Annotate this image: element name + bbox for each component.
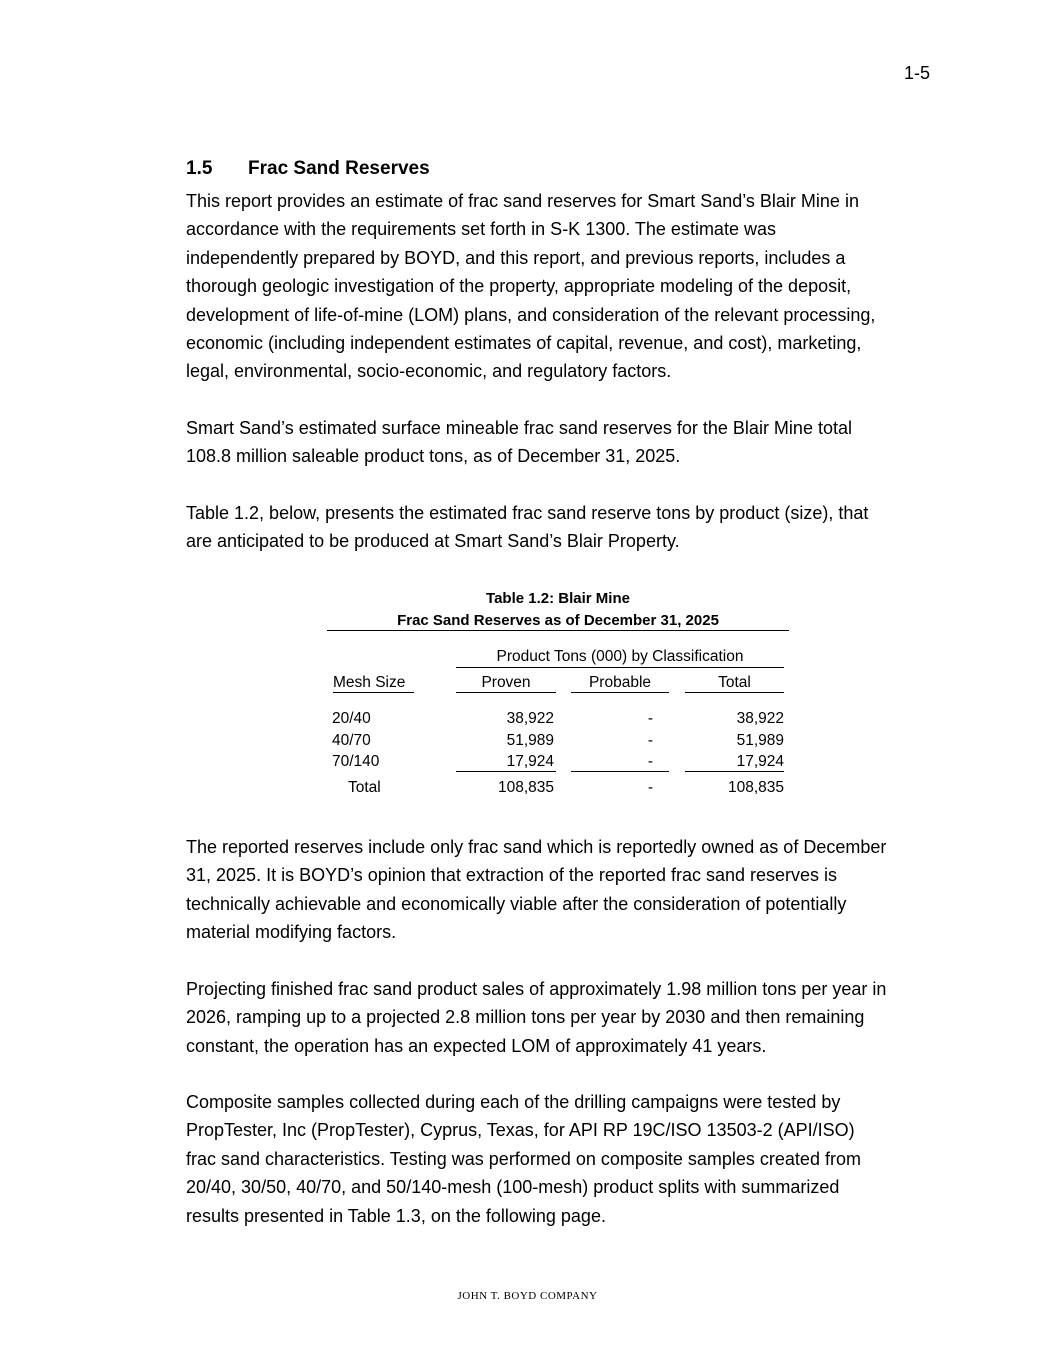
cell-mesh: 20/40 xyxy=(332,710,371,727)
cell-total-label: Total xyxy=(348,779,381,796)
cell-proven: 38,922 xyxy=(506,710,554,727)
cell-probable: - xyxy=(647,779,653,796)
section-number: 1.5 xyxy=(186,158,213,179)
table-title-rule xyxy=(327,630,789,631)
cell-probable: - xyxy=(647,732,653,749)
paragraph-line: Smart Sand’s estimated surface mineable frac sand reserves for the Blair Mine total xyxy=(186,418,852,438)
group-header-rule xyxy=(456,667,784,668)
cell-mesh: 40/70 xyxy=(332,732,371,749)
paragraph-line: are anticipated to be produced at Smart Sand’s Blair Property. xyxy=(186,531,680,552)
paragraph-line: accordance with the requirements set forth in S-K 1300. The estimate was xyxy=(186,219,776,240)
paragraph-line: independently prepared by BOYD, and this report, and previous reports, includes a xyxy=(186,247,846,268)
paragraph-line: 108.8 million saleable product tons, as of December 31, 2025. xyxy=(186,446,681,467)
paragraph-line: constant, the operation has an expected LOM of approximately 41 years. xyxy=(186,1035,767,1056)
paragraph-line: The reported reserves include only frac sand which is reportedly owned as of December xyxy=(186,837,887,857)
col-rule-total xyxy=(685,692,784,693)
cell-probable: - xyxy=(647,753,653,770)
paragraph-line: 2026, ramping up to a projected 2.8 million tons per year by 2030 and then remaining xyxy=(186,1007,865,1028)
paragraph-line: development of life-of-mine (LOM) plans, and consideration of the relevant processing, xyxy=(186,304,876,325)
cell-total: 38,922 xyxy=(736,710,784,727)
col-rule-probable xyxy=(571,692,669,693)
table-title: Table 1.2: Blair Mine xyxy=(486,590,630,607)
paragraph-line: frac sand characteristics. Testing was performed on composite samples created from xyxy=(186,1148,861,1169)
paragraph-ownership xyxy=(186,833,931,947)
cell-proven: 108,835 xyxy=(497,779,554,796)
paragraph-line: Composite samples collected during each of the drilling campaigns were tested by xyxy=(186,1092,841,1112)
cell-proven: 17,924 xyxy=(506,753,554,770)
col-header-mesh-size: Mesh Size xyxy=(333,674,406,691)
paragraph-table-intro xyxy=(186,499,931,556)
subtotal-rule-proven xyxy=(456,771,556,772)
paragraph-lom xyxy=(186,975,931,1060)
paragraph-line: technically achievable and economically viable after the consideration of potentially xyxy=(186,893,847,914)
cell-probable: - xyxy=(647,710,653,727)
paragraph-line: Table 1.2, below, presents the estimated frac sand reserve tons by product (size), that xyxy=(186,503,869,523)
table-group-header: Product Tons (000) by Classification xyxy=(496,648,744,665)
subtotal-rule-probable xyxy=(571,771,669,772)
page-number: 1-5 xyxy=(904,63,931,83)
paragraph-line: This report provides an estimate of frac sand reserves for Smart Sand’s Blair Mine in xyxy=(186,191,859,211)
paragraph-line: 20/40, 30/50, 40/70, and 50/140-mesh (100-mesh) product splits with summarized xyxy=(186,1177,840,1198)
paragraph-line: legal, environmental, socio-economic, and regulatory factors. xyxy=(186,361,672,382)
subtotal-rule-total xyxy=(685,771,784,772)
cell-mesh: 70/140 xyxy=(332,753,380,770)
table-subtitle: Frac Sand Reserves as of December 31, 2025 xyxy=(397,612,719,629)
paragraph-line: Projecting finished frac sand product sales of approximately 1.98 million tons per year in xyxy=(186,979,887,999)
cell-total: 51,989 xyxy=(736,732,784,749)
cell-proven: 51,989 xyxy=(506,732,554,749)
col-header-total: Total xyxy=(718,674,751,691)
section-heading xyxy=(186,158,430,180)
col-rule-mesh xyxy=(333,692,414,693)
col-header-proven: Proven xyxy=(481,674,531,691)
paragraph-reserves-total xyxy=(186,414,931,471)
section-title: Frac Sand Reserves xyxy=(248,158,430,179)
paragraph-line: economic (including independent estimates of capital, revenue, and cost), marketing, xyxy=(186,333,862,354)
paragraph-intro xyxy=(186,187,931,386)
paragraph-line: 31, 2025. It is BOYD’s opinion that extraction of the reported frac sand reserves is xyxy=(186,865,838,886)
paragraph-line: thorough geologic investigation of the property, appropriate modeling of the deposit, xyxy=(186,276,852,297)
paragraph-testing xyxy=(186,1088,931,1230)
paragraph-line: PropTester, Inc (PropTester), Cyprus, Texas, for API RP 19C/ISO 13503-2 (API/ISO) xyxy=(186,1120,855,1141)
paragraph-line: results presented in Table 1.3, on the following page. xyxy=(186,1205,606,1226)
col-header-probable: Probable xyxy=(588,674,652,691)
footer-company: JOHN T. BOYD COMPANY xyxy=(457,1290,598,1302)
cell-total: 17,924 xyxy=(736,753,784,770)
col-rule-proven xyxy=(456,692,556,693)
cell-total: 108,835 xyxy=(727,779,784,796)
paragraph-line: material modifying factors. xyxy=(186,922,397,943)
